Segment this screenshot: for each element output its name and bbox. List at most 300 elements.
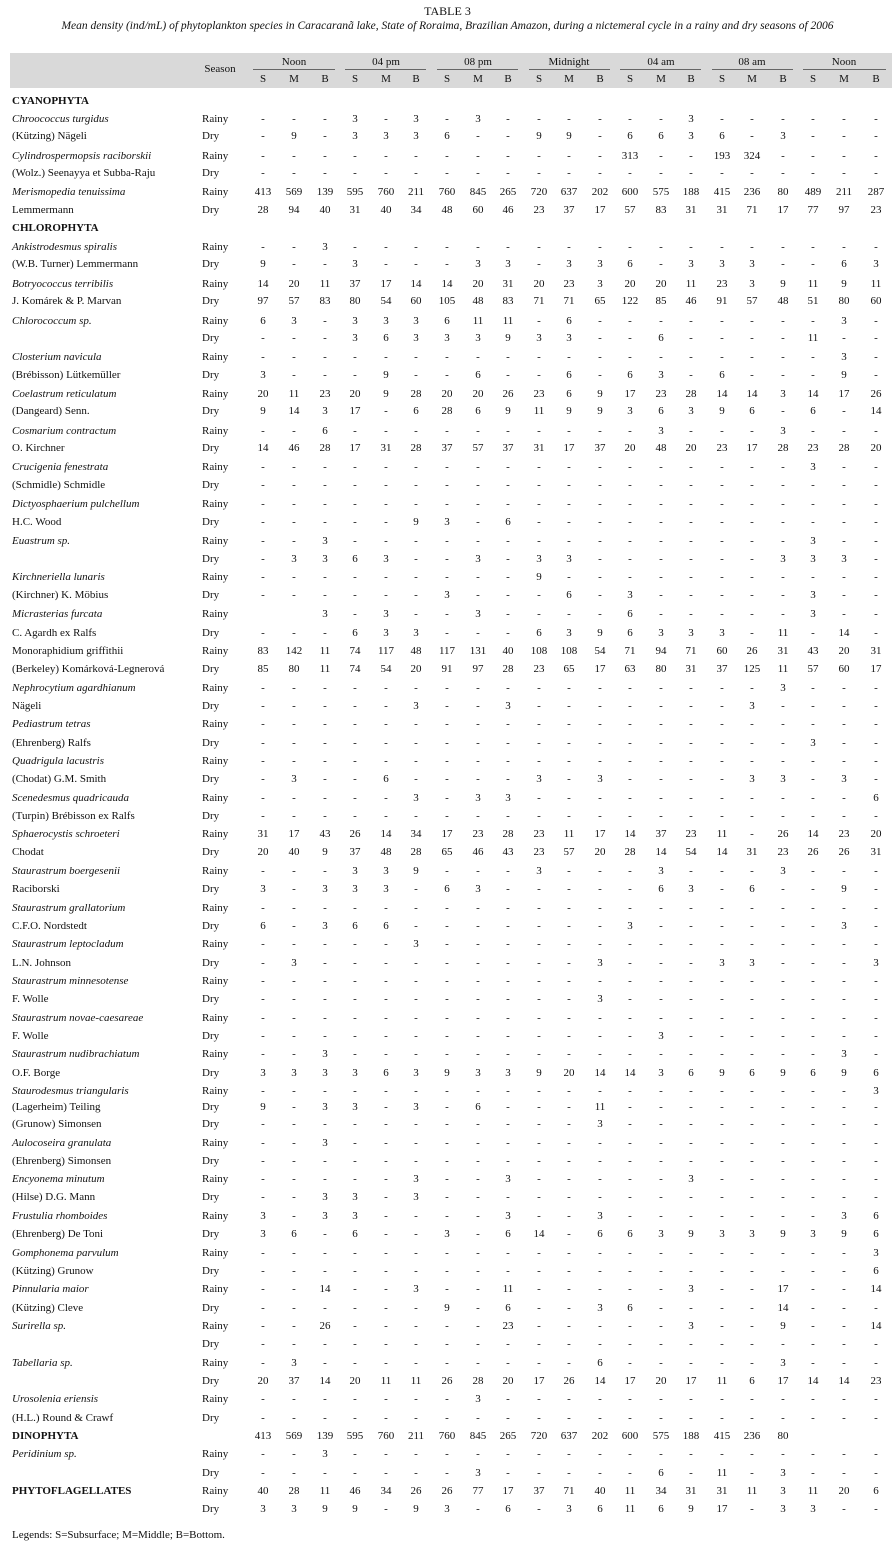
value-cell: - xyxy=(261,1357,265,1369)
value-cell: - xyxy=(659,258,663,270)
value-cell: - xyxy=(414,1247,418,1259)
value-cell: - xyxy=(628,1012,632,1024)
value-cell: - xyxy=(842,993,846,1005)
value-cell: - xyxy=(292,1302,296,1314)
value-cell: 28 xyxy=(624,846,636,858)
table-row xyxy=(0,716,895,733)
value-cell: - xyxy=(750,1247,754,1259)
value-cell: - xyxy=(292,1393,296,1405)
value-cell: - xyxy=(750,1467,754,1479)
value-cell: - xyxy=(874,1137,878,1149)
season-cell: Rainy xyxy=(202,1357,229,1369)
value-cell: - xyxy=(659,571,663,583)
value-cell: - xyxy=(476,1210,480,1222)
value-cell: - xyxy=(384,535,388,547)
value-cell: - xyxy=(506,498,510,510)
value-cell: - xyxy=(292,150,296,162)
value-cell: - xyxy=(874,535,878,547)
value-cell: - xyxy=(628,516,632,528)
value-cell: - xyxy=(689,1012,693,1024)
value-cell: - xyxy=(874,700,878,712)
value-cell: - xyxy=(659,1085,663,1097)
value-cell: - xyxy=(384,1191,388,1203)
value-cell: - xyxy=(842,718,846,730)
value-cell: 6 xyxy=(658,405,664,417)
value-cell: - xyxy=(384,241,388,253)
value-cell: 637 xyxy=(560,186,578,198)
value-cell: - xyxy=(750,589,754,601)
value-cell: - xyxy=(720,1210,724,1222)
value-cell: 26 xyxy=(746,645,758,657)
value-cell: - xyxy=(567,1155,571,1167)
value-cell: 3 xyxy=(536,553,542,565)
value-cell: - xyxy=(874,1048,878,1060)
value-cell: 14 xyxy=(838,627,850,639)
value-cell: - xyxy=(323,1228,327,1240)
value-cell: 23 xyxy=(685,828,697,840)
value-cell: 6 xyxy=(566,315,572,327)
value-cell: 3 xyxy=(291,957,297,969)
value-cell: - xyxy=(750,1048,754,1060)
value-cell: - xyxy=(628,315,632,327)
value-cell: - xyxy=(261,682,265,694)
value-cell: 3 xyxy=(658,865,664,877)
species-name: L.N. Johnson xyxy=(12,957,71,969)
value-cell: - xyxy=(874,1338,878,1350)
value-cell: - xyxy=(842,1320,846,1332)
value-cell: - xyxy=(750,516,754,528)
value-cell: - xyxy=(445,167,449,179)
value-cell: 3 xyxy=(627,405,633,417)
value-cell: - xyxy=(567,571,571,583)
value-cell: - xyxy=(720,1030,724,1042)
value-cell: 3 xyxy=(322,1067,328,1079)
value-cell: - xyxy=(567,1338,571,1350)
species-name: Chlorococcum sp. xyxy=(12,315,92,327)
value-cell: - xyxy=(537,1048,541,1060)
value-cell: - xyxy=(445,608,449,620)
value-cell: 23 xyxy=(838,828,850,840)
value-cell: - xyxy=(567,1085,571,1097)
value-cell: 3 xyxy=(780,682,786,694)
value-cell: - xyxy=(261,1085,265,1097)
season-cell: Dry xyxy=(202,920,220,932)
value-cell: 28 xyxy=(288,1485,300,1497)
value-cell: 6 xyxy=(841,258,847,270)
value-cell: - xyxy=(261,865,265,877)
value-cell: 71 xyxy=(685,645,697,657)
value-cell: 17 xyxy=(563,442,575,454)
group-name: DINOPHYTA xyxy=(12,1430,79,1442)
value-cell: - xyxy=(261,1247,265,1259)
table-row xyxy=(0,276,895,293)
value-cell: - xyxy=(414,461,418,473)
value-cell: 20 xyxy=(257,388,269,400)
value-cell: - xyxy=(506,682,510,694)
value-cell: - xyxy=(414,425,418,437)
value-cell: - xyxy=(445,1448,449,1460)
table-row xyxy=(0,790,895,807)
value-cell: - xyxy=(874,1412,878,1424)
value-cell: 9 xyxy=(322,1503,328,1515)
value-cell: - xyxy=(537,535,541,547)
value-cell: - xyxy=(689,351,693,363)
value-cell: 6 xyxy=(658,1467,664,1479)
value-cell: 20 xyxy=(838,645,850,657)
value-cell: - xyxy=(689,167,693,179)
value-cell: - xyxy=(353,535,357,547)
value-cell: - xyxy=(659,535,663,547)
value-cell: 34 xyxy=(380,1485,392,1497)
value-cell: 14 xyxy=(257,278,269,290)
value-cell: 11 xyxy=(533,405,545,417)
value-cell: - xyxy=(689,1191,693,1203)
value-cell: - xyxy=(874,1030,878,1042)
value-cell: - xyxy=(292,516,296,528)
value-cell: - xyxy=(750,1101,754,1113)
value-cell: - xyxy=(445,718,449,730)
table-row xyxy=(0,128,895,145)
value-cell: - xyxy=(598,167,602,179)
value-cell: - xyxy=(598,700,602,712)
value-cell: - xyxy=(781,792,785,804)
value-cell: - xyxy=(292,810,296,822)
value-cell: - xyxy=(476,1085,480,1097)
value-cell: - xyxy=(323,700,327,712)
value-cell: - xyxy=(567,700,571,712)
value-cell: 3 xyxy=(597,258,603,270)
value-cell: - xyxy=(628,737,632,749)
value-cell: 845 xyxy=(469,186,487,198)
value-cell: - xyxy=(537,425,541,437)
value-cell: 26 xyxy=(777,828,789,840)
value-cell: - xyxy=(567,535,571,547)
value-cell: - xyxy=(874,553,878,565)
value-cell: - xyxy=(750,369,754,381)
value-cell: 34 xyxy=(410,828,422,840)
value-cell: - xyxy=(750,1357,754,1369)
value-cell: - xyxy=(567,1048,571,1060)
value-cell: 3 xyxy=(322,608,328,620)
table-row xyxy=(0,587,895,604)
value-cell: 11 xyxy=(563,828,575,840)
value-cell: - xyxy=(292,627,296,639)
value-cell: - xyxy=(628,535,632,547)
depth-header: S xyxy=(626,73,634,85)
value-cell: 26 xyxy=(319,1320,331,1332)
value-cell: - xyxy=(874,369,878,381)
value-cell: - xyxy=(323,1030,327,1042)
season-cell: Rainy xyxy=(202,682,229,694)
value-cell: 3 xyxy=(658,1228,664,1240)
value-cell: - xyxy=(567,902,571,914)
value-cell: 3 xyxy=(780,553,786,565)
value-cell: - xyxy=(874,1357,878,1369)
value-cell: 14 xyxy=(410,278,422,290)
species-name: (Ehrenberg) De Toni xyxy=(12,1228,104,1240)
value-cell: - xyxy=(537,1155,541,1167)
value-cell: - xyxy=(781,1012,785,1024)
value-cell: - xyxy=(292,1467,296,1479)
value-cell: 139 xyxy=(316,186,334,198)
value-cell: - xyxy=(598,737,602,749)
value-cell: 3 xyxy=(597,278,603,290)
table-row xyxy=(0,735,895,752)
value-cell: 9 xyxy=(841,278,847,290)
value-cell: 9 xyxy=(536,130,542,142)
value-cell: 26 xyxy=(838,846,850,858)
value-cell: - xyxy=(506,589,510,601)
value-cell: - xyxy=(598,369,602,381)
value-cell: 6 xyxy=(658,130,664,142)
value-cell: - xyxy=(811,315,815,327)
season-cell: Rainy xyxy=(202,186,229,198)
value-cell: 6 xyxy=(444,315,450,327)
value-cell: - xyxy=(567,1137,571,1149)
value-cell: - xyxy=(720,351,724,363)
value-cell: - xyxy=(506,1085,510,1097)
value-cell: - xyxy=(414,150,418,162)
value-cell: - xyxy=(567,461,571,473)
value-cell: - xyxy=(811,1412,815,1424)
value-cell: - xyxy=(292,1448,296,1460)
value-cell: 6 xyxy=(749,405,755,417)
value-cell: 28 xyxy=(502,828,514,840)
value-cell: - xyxy=(750,718,754,730)
table-row xyxy=(0,1135,895,1152)
value-cell: - xyxy=(781,315,785,327)
depth-header: S xyxy=(809,73,817,85)
value-cell: - xyxy=(445,1467,449,1479)
season-cell: Rainy xyxy=(202,718,229,730)
table-row xyxy=(0,313,895,330)
table-caption: Mean density (ind/mL) of phytoplankton species in Caracaranã lake, State of Roraima, Brazilian Amazon, during a nictemeral cycle in a rainy and dry seasons of 2006 xyxy=(61,20,834,32)
value-cell: - xyxy=(292,258,296,270)
value-cell: - xyxy=(781,700,785,712)
value-cell: 46 xyxy=(502,204,514,216)
value-cell: - xyxy=(414,498,418,510)
season-cell: Dry xyxy=(202,204,220,216)
value-cell: 31 xyxy=(777,645,789,657)
time-header: 04 pm xyxy=(372,56,400,68)
value-cell: 37 xyxy=(502,442,514,454)
value-cell: 20 xyxy=(257,1375,269,1387)
value-cell: - xyxy=(781,535,785,547)
value-cell: 3 xyxy=(688,627,694,639)
value-cell: - xyxy=(628,773,632,785)
value-cell: - xyxy=(842,700,846,712)
value-cell: - xyxy=(445,1173,449,1185)
depth-header: M xyxy=(289,73,299,85)
value-cell: - xyxy=(842,479,846,491)
value-cell: - xyxy=(384,167,388,179)
value-cell: - xyxy=(537,1448,541,1460)
value-cell: - xyxy=(598,479,602,491)
value-cell: 3 xyxy=(505,1173,511,1185)
value-cell: - xyxy=(261,700,265,712)
value-cell: 6 xyxy=(444,130,450,142)
value-cell: - xyxy=(323,975,327,987)
value-cell: - xyxy=(414,553,418,565)
value-cell: 17 xyxy=(349,442,361,454)
value-cell: - xyxy=(720,1412,724,1424)
value-cell: - xyxy=(598,902,602,914)
value-cell: - xyxy=(292,737,296,749)
value-cell: - xyxy=(689,1048,693,1060)
value-cell: 6 xyxy=(475,369,481,381)
value-cell: - xyxy=(476,1357,480,1369)
value-cell: - xyxy=(689,792,693,804)
value-cell: 9 xyxy=(291,130,297,142)
value-cell: - xyxy=(384,755,388,767)
value-cell: 3 xyxy=(352,258,358,270)
value-cell: 37 xyxy=(288,1375,300,1387)
value-cell: 17 xyxy=(502,1485,514,1497)
value-cell: - xyxy=(384,351,388,363)
season-cell: Dry xyxy=(202,1467,220,1479)
value-cell: 760 xyxy=(438,1430,456,1442)
value-cell: - xyxy=(445,957,449,969)
value-cell: - xyxy=(874,1191,878,1203)
value-cell: 3 xyxy=(749,957,755,969)
value-cell: - xyxy=(414,810,418,822)
value-cell: - xyxy=(750,608,754,620)
value-cell: - xyxy=(353,571,357,583)
value-cell: - xyxy=(476,1155,480,1167)
value-cell: - xyxy=(292,1210,296,1222)
value-cell: - xyxy=(567,1448,571,1460)
time-header: Noon xyxy=(831,56,857,68)
value-cell: - xyxy=(353,1338,357,1350)
value-cell: 14 xyxy=(594,1375,606,1387)
value-cell: 9 xyxy=(444,1067,450,1079)
value-cell: 9 xyxy=(719,1067,725,1079)
value-cell: - xyxy=(659,1393,663,1405)
value-cell: 9 xyxy=(719,405,725,417)
value-cell: - xyxy=(628,718,632,730)
value-cell: - xyxy=(811,113,815,125)
value-cell: - xyxy=(384,1467,388,1479)
value-cell: 54 xyxy=(685,846,697,858)
species-name: Dictyosphaerium pulchellum xyxy=(12,498,140,510)
value-cell: - xyxy=(384,1320,388,1332)
value-cell: - xyxy=(659,810,663,822)
value-cell: - xyxy=(323,479,327,491)
value-cell: - xyxy=(567,1173,571,1185)
value-cell: 23 xyxy=(533,204,545,216)
value-cell: - xyxy=(476,1173,480,1185)
value-cell: - xyxy=(414,1210,418,1222)
table-row xyxy=(0,93,895,110)
value-cell: - xyxy=(598,332,602,344)
value-cell: - xyxy=(537,700,541,712)
value-cell: - xyxy=(628,241,632,253)
value-cell: - xyxy=(874,1118,878,1130)
value-cell: - xyxy=(628,1173,632,1185)
value-cell: - xyxy=(659,938,663,950)
value-cell: - xyxy=(414,241,418,253)
value-cell: - xyxy=(689,241,693,253)
value-cell: 14 xyxy=(746,388,758,400)
value-cell: 43 xyxy=(319,828,331,840)
value-cell: - xyxy=(598,938,602,950)
value-cell: - xyxy=(811,1467,815,1479)
species-name: Ankistrodesmus spiralis xyxy=(12,241,118,253)
value-cell: - xyxy=(811,883,815,895)
value-cell: - xyxy=(537,1030,541,1042)
season-cell: Dry xyxy=(202,1155,220,1167)
table-row xyxy=(0,403,895,420)
value-cell: 3 xyxy=(413,315,419,327)
value-cell: 37 xyxy=(349,278,361,290)
value-cell: - xyxy=(292,993,296,1005)
value-cell: - xyxy=(750,1085,754,1097)
time-header: 04 am xyxy=(647,56,675,68)
value-cell: - xyxy=(353,1118,357,1130)
value-cell: 77 xyxy=(472,1485,484,1497)
value-cell: - xyxy=(750,1503,754,1515)
value-cell: - xyxy=(598,1191,602,1203)
value-cell: - xyxy=(261,498,265,510)
value-cell: - xyxy=(567,1118,571,1130)
species-name: Pediastrum tetras xyxy=(12,718,91,730)
value-cell: 6 xyxy=(566,589,572,601)
value-cell: - xyxy=(811,1012,815,1024)
table-row xyxy=(0,1391,895,1408)
value-cell: - xyxy=(628,975,632,987)
value-cell: - xyxy=(292,241,296,253)
value-cell: - xyxy=(476,1228,480,1240)
value-cell: - xyxy=(567,425,571,437)
value-cell: 3 xyxy=(413,332,419,344)
value-cell: - xyxy=(598,461,602,473)
value-cell: 74 xyxy=(349,663,361,675)
value-cell: - xyxy=(261,1012,265,1024)
value-cell: - xyxy=(750,1137,754,1149)
value-cell: 9 xyxy=(260,1101,266,1113)
value-cell: - xyxy=(445,150,449,162)
species-name: Kirchneriella lunaris xyxy=(12,571,105,583)
value-cell: - xyxy=(476,920,480,932)
table-row xyxy=(0,863,895,880)
value-cell: 28 xyxy=(410,846,422,858)
value-cell: - xyxy=(292,938,296,950)
value-cell: 6 xyxy=(719,130,725,142)
value-cell: - xyxy=(476,993,480,1005)
value-cell: - xyxy=(261,1118,265,1130)
table-row xyxy=(0,184,895,201)
value-cell: - xyxy=(414,1030,418,1042)
season-cell: Rainy xyxy=(202,315,229,327)
value-cell: 71 xyxy=(563,295,575,307)
value-cell: - xyxy=(537,1137,541,1149)
value-cell: - xyxy=(445,902,449,914)
value-cell: 51 xyxy=(807,295,819,307)
season-cell: Rainy xyxy=(202,1210,229,1222)
value-cell: - xyxy=(567,1265,571,1277)
value-cell: - xyxy=(842,957,846,969)
value-cell: - xyxy=(261,461,265,473)
value-cell: 37 xyxy=(441,442,453,454)
species-name: Quadrigula lacustris xyxy=(12,755,104,767)
value-cell: 3 xyxy=(810,553,816,565)
season-cell: Rainy xyxy=(202,1283,229,1295)
value-cell: - xyxy=(537,1393,541,1405)
table-row xyxy=(0,680,895,697)
value-cell: 6 xyxy=(566,388,572,400)
value-cell: - xyxy=(842,1503,846,1515)
season-cell: Dry xyxy=(202,130,220,142)
